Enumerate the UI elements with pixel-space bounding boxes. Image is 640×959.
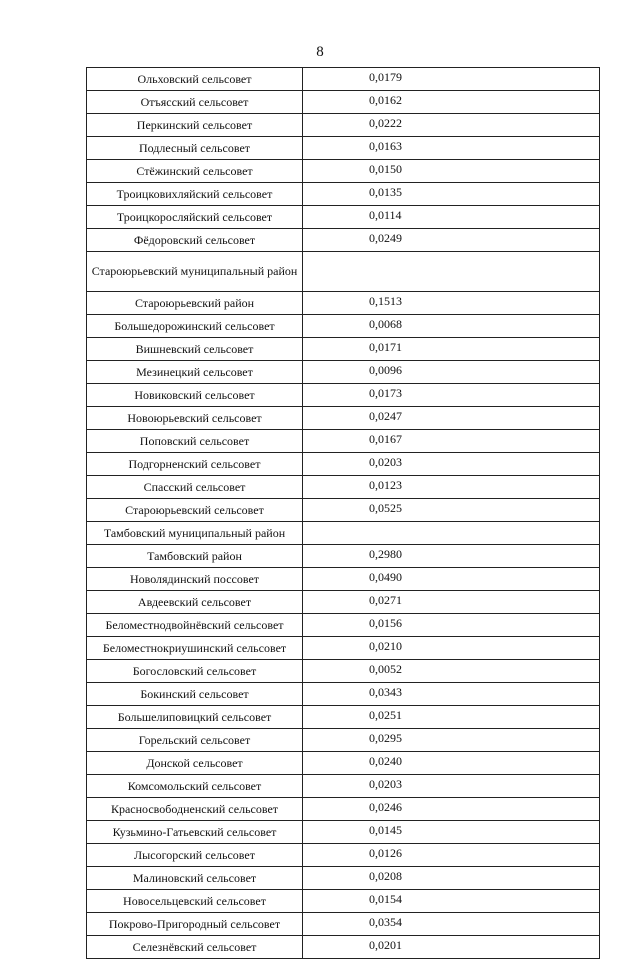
municipality-name: Комсомольский сельсовет: [87, 775, 303, 798]
coefficient-value: 0,0173: [303, 384, 600, 407]
coefficient-value: 0,0096: [303, 361, 600, 384]
coefficient-value: 0,0126: [303, 844, 600, 867]
coefficient-value: 0,0145: [303, 821, 600, 844]
municipality-name: Новоюрьевский сельсовет: [87, 407, 303, 430]
table-row: [87, 183, 600, 206]
municipality-name: Староюрьевский район: [87, 292, 303, 315]
municipality-name: Лысогорский сельсовет: [87, 844, 303, 867]
municipality-name: Тамбовский район: [87, 545, 303, 568]
coefficient-value: [303, 252, 600, 292]
table-row: [87, 890, 600, 913]
coefficient-value: 0,0525: [303, 499, 600, 522]
municipality-name: Спасский сельсовет: [87, 476, 303, 499]
table-row: [87, 361, 600, 384]
table-row: [87, 637, 600, 660]
coefficient-value: 0,0201: [303, 936, 600, 959]
municipality-name: Богословский сельсовет: [87, 660, 303, 683]
table-row: [87, 683, 600, 706]
coefficient-value: 0,0150: [303, 160, 600, 183]
table-row: [87, 775, 600, 798]
table-row: [87, 160, 600, 183]
municipality-name: Горельский сельсовет: [87, 729, 303, 752]
coefficient-value: 0,0208: [303, 867, 600, 890]
coefficient-value: 0,0271: [303, 591, 600, 614]
municipality-name: Староюрьевский сельсовет: [87, 499, 303, 522]
coefficient-value: 0,0052: [303, 660, 600, 683]
district-header-row: [87, 522, 600, 545]
table-row: [87, 936, 600, 959]
table-row: [87, 660, 600, 683]
coefficient-value: 0,1513: [303, 292, 600, 315]
table-row: [87, 338, 600, 361]
coefficient-value: 0,0171: [303, 338, 600, 361]
municipality-name: Подгорненский сельсовет: [87, 453, 303, 476]
municipality-name: Перкинский сельсовет: [87, 114, 303, 137]
table-row: [87, 913, 600, 936]
table-row: [87, 729, 600, 752]
coefficient-value: 0,0135: [303, 183, 600, 206]
coefficient-value: 0,0343: [303, 683, 600, 706]
table-row: [87, 821, 600, 844]
coefficient-value: 0,0123: [303, 476, 600, 499]
table-row: [87, 545, 600, 568]
table-row: [87, 384, 600, 407]
municipality-name: Вишневский сельсовет: [87, 338, 303, 361]
table-row: [87, 867, 600, 890]
coefficient-value: 0,0210: [303, 637, 600, 660]
district-name: Тамбовский муниципальный район: [87, 522, 303, 545]
table-row: [87, 568, 600, 591]
municipality-name: Донской сельсовет: [87, 752, 303, 775]
coefficient-value: 0,0154: [303, 890, 600, 913]
coefficient-value: 0,2980: [303, 545, 600, 568]
table-row: [87, 752, 600, 775]
municipality-name: Бокинский сельсовет: [87, 683, 303, 706]
page-number: 8: [316, 44, 324, 60]
coefficient-value: 0,0490: [303, 568, 600, 591]
municipality-name: Фёдоровский сельсовет: [87, 229, 303, 252]
coefficient-value: 0,0354: [303, 913, 600, 936]
municipality-name: Отъясский сельсовет: [87, 91, 303, 114]
coefficient-value: 0,0179: [303, 68, 600, 91]
table-row: [87, 499, 600, 522]
coefficients-table: [86, 67, 600, 959]
table-row: [87, 315, 600, 338]
municipality-name: Селезнёвский сельсовет: [87, 936, 303, 959]
coefficient-value: 0,0163: [303, 137, 600, 160]
municipality-name: Новиковский сельсовет: [87, 384, 303, 407]
coefficient-value: 0,0114: [303, 206, 600, 229]
table-row: [87, 476, 600, 499]
district-header-row: [87, 252, 600, 292]
municipality-name: Большедорожинский сельсовет: [87, 315, 303, 338]
municipality-name: Большелиповицкий сельсовет: [87, 706, 303, 729]
coefficient-value: 0,0162: [303, 91, 600, 114]
municipality-name: Ольховский сельсовет: [87, 68, 303, 91]
municipality-name: Новолядинский поссовет: [87, 568, 303, 591]
coefficient-value: [303, 522, 600, 545]
municipality-name: Стёжинский сельсовет: [87, 160, 303, 183]
municipality-name: Новосельцевский сельсовет: [87, 890, 303, 913]
municipality-name: Мезинецкий сельсовет: [87, 361, 303, 384]
municipality-name: Поповский сельсовет: [87, 430, 303, 453]
municipality-name: Малиновский сельсовет: [87, 867, 303, 890]
table-row: [87, 292, 600, 315]
coefficient-value: 0,0247: [303, 407, 600, 430]
municipality-name: Покрово-Пригородный сельсовет: [87, 913, 303, 936]
table-row: [87, 430, 600, 453]
municipality-name: Беломестнокриушинский сельсовет: [87, 637, 303, 660]
table-row: [87, 206, 600, 229]
municipality-name: Красносвободненский сельсовет: [87, 798, 303, 821]
district-name: Староюрьевский муниципальный район: [87, 252, 303, 292]
table-row: [87, 137, 600, 160]
coefficient-value: 0,0167: [303, 430, 600, 453]
coefficient-value: 0,0068: [303, 315, 600, 338]
table-row: [87, 229, 600, 252]
municipality-name: Авдеевский сельсовет: [87, 591, 303, 614]
coefficient-value: 0,0246: [303, 798, 600, 821]
table-row: [87, 706, 600, 729]
municipality-name: Троицковихляйский сельсовет: [87, 183, 303, 206]
coefficient-value: 0,0222: [303, 114, 600, 137]
table-row: [87, 68, 600, 91]
table-row: [87, 453, 600, 476]
table-row: [87, 407, 600, 430]
table-row: [87, 614, 600, 637]
table-row: [87, 844, 600, 867]
coefficient-value: 0,0295: [303, 729, 600, 752]
municipality-name: Подлесный сельсовет: [87, 137, 303, 160]
table-row: [87, 114, 600, 137]
coefficient-value: 0,0203: [303, 775, 600, 798]
coefficient-value: 0,0249: [303, 229, 600, 252]
coefficient-value: 0,0251: [303, 706, 600, 729]
municipality-name: Кузьмино-Гатьевский сельсовет: [87, 821, 303, 844]
coefficient-value: 0,0203: [303, 453, 600, 476]
table-row: [87, 91, 600, 114]
municipality-name: Троицкоросляйский сельсовет: [87, 206, 303, 229]
coefficient-value: 0,0240: [303, 752, 600, 775]
table-row: [87, 591, 600, 614]
municipality-name: Беломестнодвойнёвский сельсовет: [87, 614, 303, 637]
table-row: [87, 798, 600, 821]
coefficient-value: 0,0156: [303, 614, 600, 637]
